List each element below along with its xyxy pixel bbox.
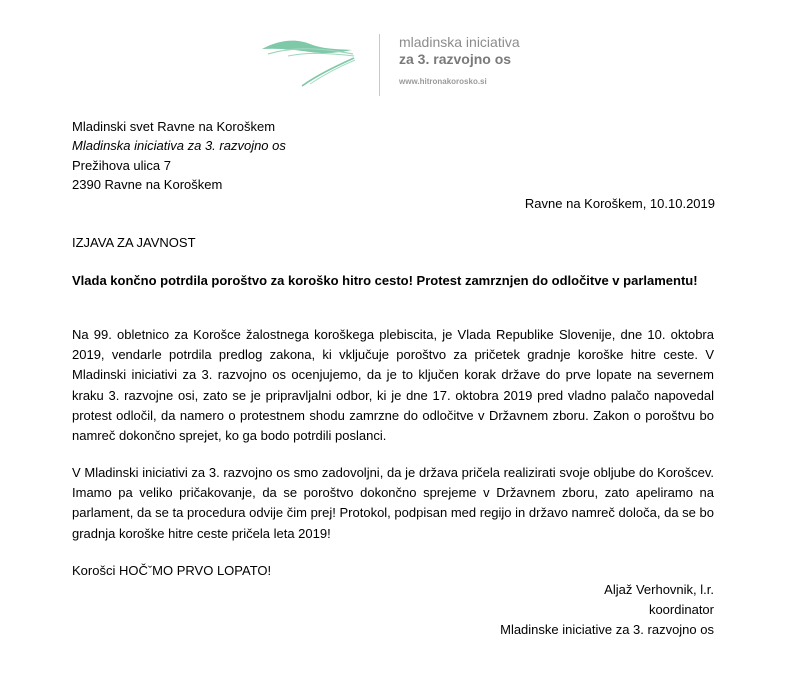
signature-block xyxy=(500,580,714,641)
closing-line: Korošci HOČˇMO PRVO LOPATO! xyxy=(72,563,272,578)
sender-address xyxy=(72,117,286,195)
logo-url: www.hitronakorosko.si xyxy=(399,77,487,86)
paragraph-2: V Mladinski iniciativi za 3. razvojno os smo zadovoljni, da je država pričela realizirati svoje obljube do Korošcev. Imamo pa veliko pričakovanje, da se poroštvo dokončno sprejeme v Državnem zboru, zato apeliramo na parlament, da se ta procedura odvije čim prej! Protokol, podpisan med regijo in državo namreč določa, da se bo gradnja koroške hitre ceste pričela leta 2019! xyxy=(72,465,714,541)
signature-role: koordinator xyxy=(648,602,714,618)
headline: Vlada končno potrdila poroštvo za koroško hitro cesto! Protest zamrznjen do odločitve v parlamentu! xyxy=(72,273,698,288)
address-line-1: Mladinski svet Ravne na Koroškem xyxy=(72,119,276,134)
address-line-3: Prežihova ulica 7 xyxy=(72,157,171,173)
logo-text xyxy=(399,34,520,86)
address-line-2: Mladinska iniciativa za 3. razvojno os xyxy=(72,138,286,154)
address-line-4: 2390 Ravne na Koroškem xyxy=(72,177,223,193)
signature-name: Aljaž Verhovnik, l.r. xyxy=(604,582,714,597)
logo-title-line1: mladinska iniciativa xyxy=(399,34,520,50)
statement-label: IZJAVA ZA JAVNOST xyxy=(72,235,196,250)
signature-org: Mladinske iniciative za 3. razvojno os xyxy=(500,622,714,638)
paragraph-1: Na 99. obletnico za Korošce žalostnega koroškega plebiscita, je Vlada Republike Slovenije, dne 10. oktobra 2019, vendarle potrdila predlog zakona, ki vključuje poroštvo za pričetek gradnje koroške hitre ceste. V Mladinski iniciativi za 3. razvojno os ocenjujemo, da je to ključen korak države do prve lopate na severnem kraku 3. razvojne osi, zato se je pripravljalni odbor, ki je dne 17. oktobra 2019 pred vladno palačo napovedal protest odločil, da namero o protestnem shodu zamrzne do odločitve v Državnem zboru. Zakon o poroštvu bo namreč dokončno sprejet, ko ga bodo potrdili poslanci. xyxy=(72,327,714,444)
logo-hills-icon xyxy=(258,32,358,87)
logo-divider xyxy=(379,34,380,96)
dateline: Ravne na Koroškem, 10.10.2019 xyxy=(524,196,715,211)
logo-title-line2: za 3. razvojno os xyxy=(399,51,512,67)
